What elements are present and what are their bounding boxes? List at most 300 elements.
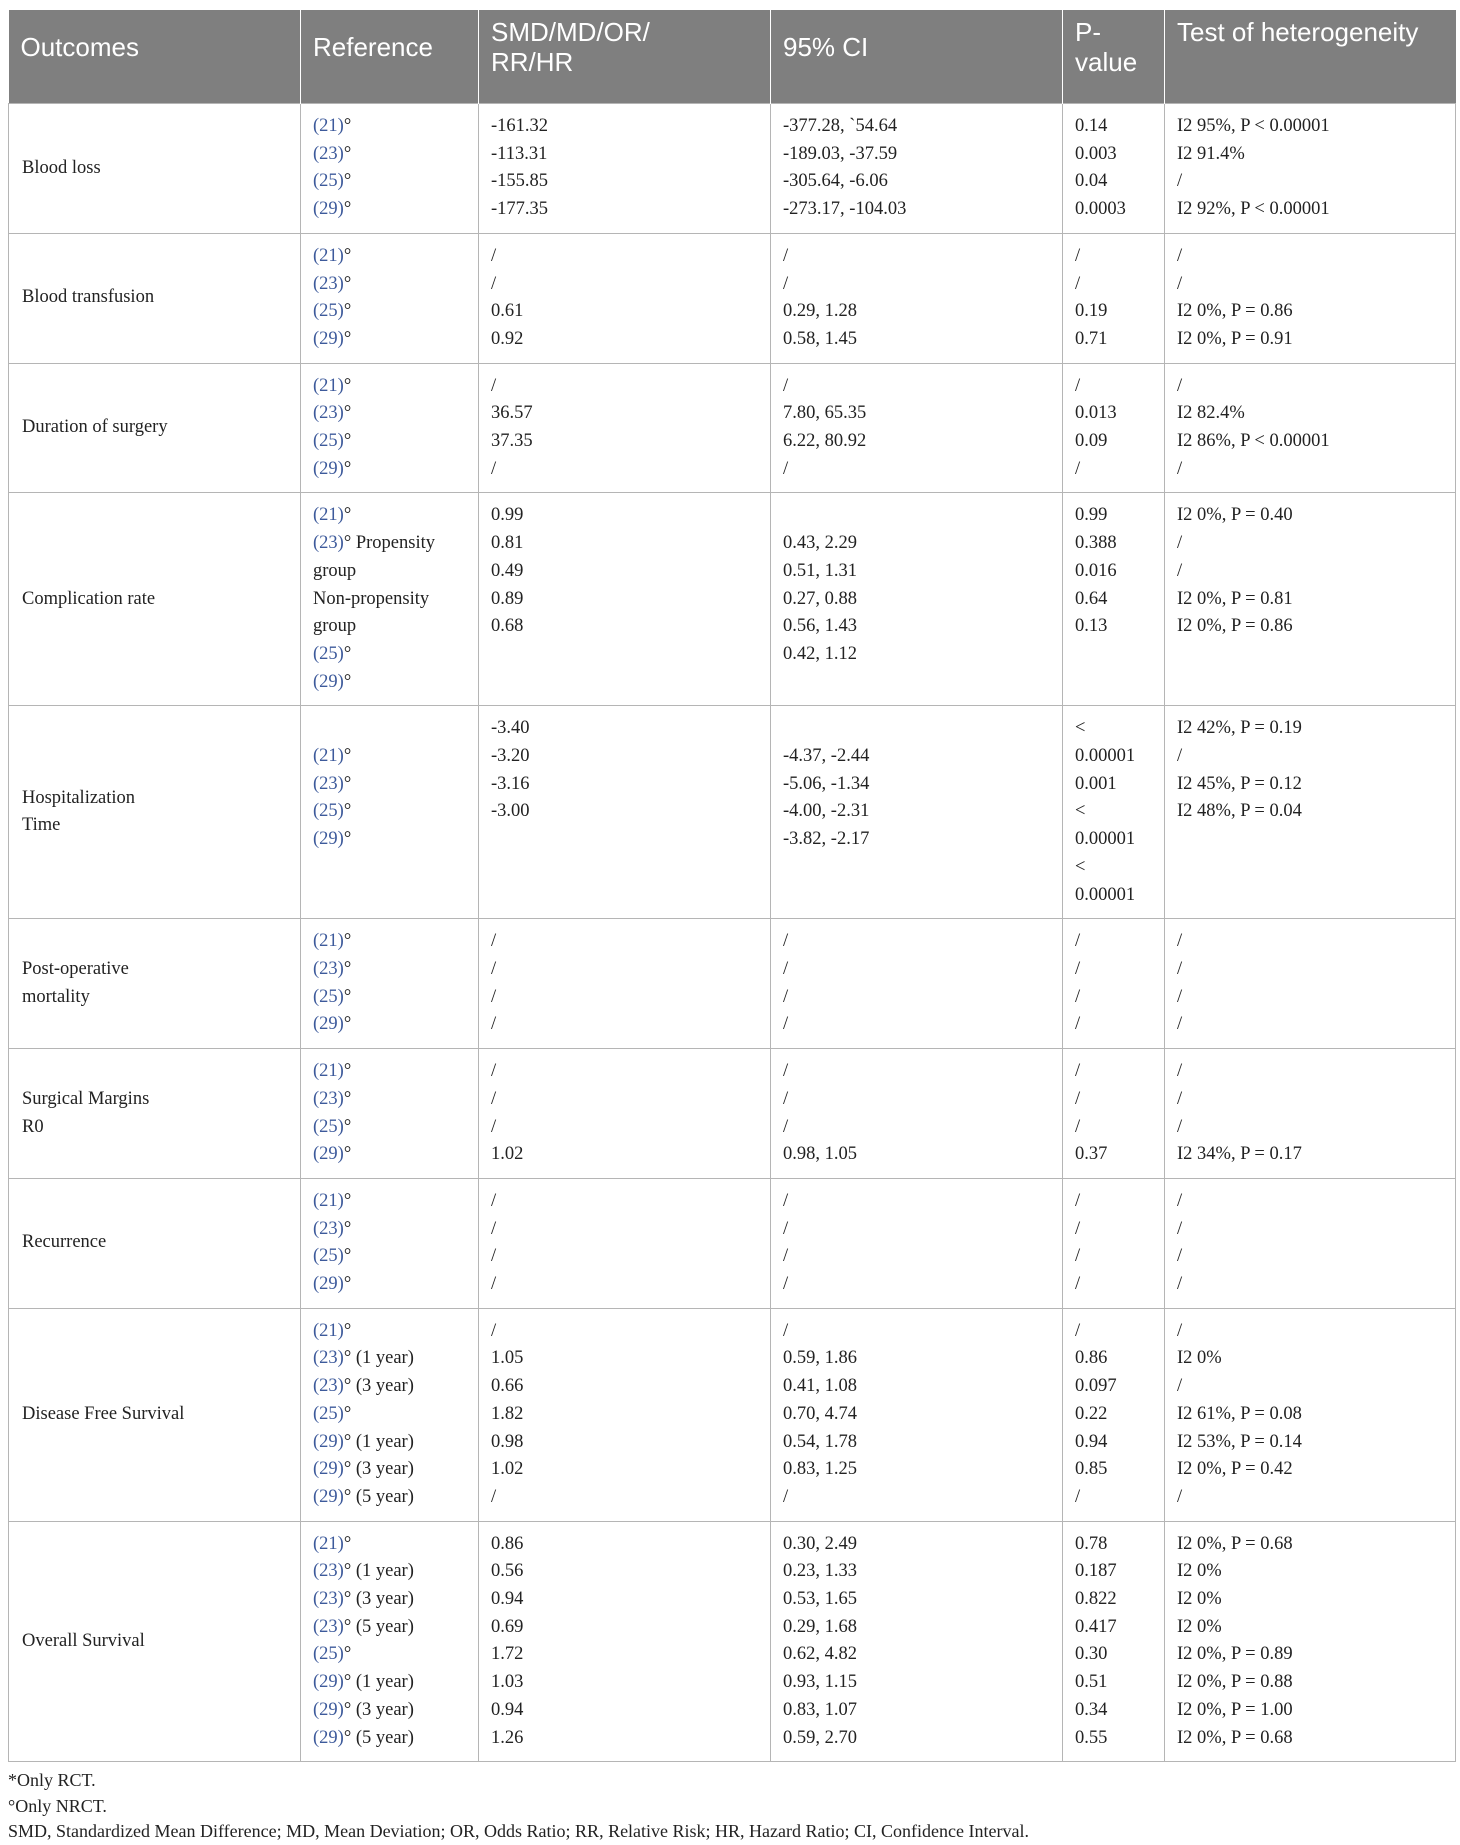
heterogeneity-value: / [1177, 1246, 1183, 1267]
pvalue-value: / [1075, 1061, 1081, 1082]
pvalue-value: 0.51 [1075, 1672, 1108, 1693]
ci-value: 0.30, 2.49 [783, 1533, 857, 1554]
ci-value: 0.54, 1.78 [783, 1431, 857, 1452]
heterogeneity-cell [1165, 363, 1456, 493]
pvalue-value: 0.34 [1075, 1699, 1108, 1720]
effect-value: / [491, 245, 497, 266]
heterogeneity-cell [1165, 1308, 1456, 1521]
reference-link[interactable]: (23) [313, 1561, 344, 1582]
heterogeneity-value: I2 53%, P = 0.14 [1177, 1431, 1302, 1452]
heterogeneity-value: / [1177, 1486, 1183, 1507]
reference-link[interactable]: (23) [313, 1088, 344, 1109]
outcome-label: Overall Survival [22, 1630, 145, 1651]
reference-link[interactable]: (25) [313, 643, 344, 664]
effect-value: / [491, 986, 497, 1007]
ci-value: / [783, 1246, 789, 1267]
reference-link[interactable]: (21) [313, 1061, 344, 1082]
reference-suffix: ° (3 year) [343, 1589, 414, 1610]
reference-suffix: ° Propensity [343, 533, 435, 554]
reference-suffix: ° [343, 458, 352, 479]
heterogeneity-value: / [1177, 1376, 1183, 1397]
heterogeneity-value: I2 0%, P = 0.40 [1177, 505, 1293, 526]
reference-suffix: ° (5 year) [343, 1616, 414, 1637]
reference-suffix: ° [343, 1190, 352, 1211]
reference-line [313, 168, 466, 196]
reference-line [313, 1271, 466, 1299]
reference-suffix: ° (5 year) [343, 1727, 414, 1748]
effect-value: -3.20 [491, 746, 530, 767]
pvalue-value: 0.22 [1075, 1403, 1108, 1424]
header-pvalue [1063, 10, 1165, 104]
pvalue-cell [1063, 1049, 1165, 1179]
ci-value: -5.06, -1.34 [783, 773, 870, 794]
heterogeneity-cell [1165, 493, 1456, 706]
pvalue-value: / [1075, 1486, 1081, 1507]
reference-link[interactable]: (21) [313, 1190, 344, 1211]
pvalue-cell [1063, 706, 1165, 919]
effect-cell [479, 1049, 771, 1179]
reference-line [313, 743, 466, 771]
results-table [8, 10, 1456, 1762]
reference-line [313, 1586, 466, 1614]
reference-line [313, 141, 466, 169]
effect-value: 0.89 [491, 588, 524, 609]
reference-link[interactable]: (29) [313, 1144, 344, 1165]
pvalue-value: / [1075, 1088, 1081, 1109]
reference-link[interactable]: (21) [313, 1320, 344, 1341]
ci-value: 0.29, 1.28 [783, 301, 857, 322]
heterogeneity-value: / [1177, 245, 1183, 266]
reference-line [313, 373, 466, 401]
effect-value: -3.00 [491, 801, 530, 822]
footnote-abbreviations: SMD, Standardized Mean Difference; MD, Mean Deviation; OR, Odds Ratio; RR, Relative Risk; HR, Hazard Ratio; CI, Confidence Interval. [8, 1821, 1029, 1841]
reference-suffix: ° (3 year) [343, 1699, 414, 1720]
reference-suffix: ° (1 year) [343, 1431, 414, 1452]
reference-line [313, 326, 466, 354]
outcome-cell [9, 1178, 301, 1308]
pvalue-value: / [1075, 375, 1081, 396]
reference-line [313, 984, 466, 1012]
table-row [9, 233, 1456, 363]
outcome-label: Duration of surgery [22, 417, 168, 438]
pvalue-value: 0.388 [1075, 533, 1117, 554]
ci-value: 0.62, 4.82 [783, 1644, 857, 1665]
effect-value: / [491, 1061, 497, 1082]
heterogeneity-value: / [1177, 931, 1183, 952]
table-row [9, 1049, 1456, 1179]
reference-link[interactable]: (29) [313, 199, 344, 220]
ci-value: / [783, 1190, 789, 1211]
ci-value: / [783, 986, 789, 1007]
pvalue-value: / [1075, 958, 1081, 979]
pvalue-value: / [1075, 1190, 1081, 1211]
ci-value: 0.27, 0.88 [783, 588, 857, 609]
pvalue-value: 0.013 [1075, 403, 1117, 424]
header-ci: 95% CI [771, 10, 1063, 104]
reference-line [313, 771, 466, 799]
ci-value: / [783, 245, 789, 266]
effect-value: 0.56 [491, 1561, 524, 1582]
reference-suffix: ° [343, 931, 352, 952]
heterogeneity-cell [1165, 1049, 1456, 1179]
heterogeneity-value: I2 0%, P = 1.00 [1177, 1699, 1293, 1720]
reference-link[interactable]: (21) [313, 116, 344, 136]
effect-value: -155.85 [491, 171, 549, 192]
pvalue-value: 0.00001 [1075, 884, 1136, 905]
header-outcomes: Outcomes [9, 10, 301, 104]
reference-link[interactable]: (21) [313, 931, 344, 952]
outcome-cell [9, 363, 301, 493]
effect-cell [479, 493, 771, 706]
reference-link[interactable]: (21) [313, 245, 344, 266]
reference-line [313, 1614, 466, 1642]
reference-suffix: Non-propensity [313, 588, 430, 609]
reference-cell [301, 1521, 479, 1762]
reference-link[interactable]: (29) [313, 1014, 344, 1035]
heterogeneity-cell [1165, 104, 1456, 234]
heterogeneity-value: / [1177, 533, 1183, 554]
ci-value: 0.83, 1.07 [783, 1699, 857, 1720]
reference-cell [301, 363, 479, 493]
heterogeneity-value: / [1177, 746, 1183, 767]
ci-value: -305.64, -6.06 [783, 171, 888, 192]
ci-value: / [783, 1274, 789, 1295]
reference-line [313, 641, 466, 669]
reference-suffix: ° [343, 1116, 352, 1137]
ci-cell [771, 919, 1063, 1049]
ci-value: 0.56, 1.43 [783, 616, 857, 637]
reference-suffix: ° [343, 643, 352, 664]
effect-cell [479, 363, 771, 493]
pvalue-value: 0.78 [1075, 1533, 1108, 1554]
reference-link[interactable]: (29) [313, 1672, 344, 1693]
ci-value: -4.00, -2.31 [783, 801, 870, 822]
ci-value [783, 715, 1050, 743]
effect-value: 0.81 [491, 533, 524, 554]
reference-line [313, 1345, 466, 1373]
reference-suffix: ° [343, 328, 352, 349]
reference-line [313, 113, 466, 141]
pvalue-value: / [1075, 1320, 1081, 1341]
reference-line [313, 798, 466, 826]
ci-value: / [783, 1320, 789, 1341]
reference-line [313, 1141, 466, 1169]
heterogeneity-value: / [1177, 560, 1183, 581]
heterogeneity-value: I2 0%, P = 0.86 [1177, 616, 1293, 637]
pvalue-value: / [1075, 1246, 1081, 1267]
reference-link[interactable]: (23) [313, 143, 344, 164]
pvalue-value: / [1075, 931, 1081, 952]
heterogeneity-value: I2 34%, P = 0.17 [1177, 1144, 1302, 1165]
outcome-label: Complication rate [22, 588, 156, 609]
heterogeneity-cell [1165, 706, 1456, 919]
reference-suffix: ° [343, 245, 352, 266]
reference-link[interactable]: (23) [313, 1376, 344, 1397]
reference-link[interactable]: (25) [313, 171, 344, 192]
reference-suffix: ° [343, 403, 352, 424]
pvalue-value: 0.097 [1075, 1376, 1117, 1397]
outcome-cell [9, 1521, 301, 1762]
pvalue-value: 0.00001 [1075, 829, 1136, 850]
outcome-cell [9, 493, 301, 706]
heterogeneity-value: I2 0%, P = 0.42 [1177, 1459, 1293, 1480]
heterogeneity-value: I2 0% [1177, 1616, 1222, 1637]
ci-value: / [783, 1218, 789, 1239]
reference-line [313, 243, 466, 271]
effect-value: -113.31 [491, 143, 548, 164]
effect-cell [479, 706, 771, 919]
reference-line [313, 271, 466, 299]
reference-link[interactable]: (25) [313, 1116, 344, 1137]
reference-link[interactable]: (29) [313, 1727, 344, 1748]
effect-value: 37.35 [491, 431, 533, 452]
pvalue-value: / [1075, 1116, 1081, 1137]
ci-value: -273.17, -104.03 [783, 199, 907, 220]
reference-link[interactable]: (29) [313, 829, 344, 850]
ci-value: / [783, 1014, 789, 1035]
ci-value: -189.03, -37.59 [783, 143, 898, 164]
heterogeneity-cell [1165, 1521, 1456, 1762]
heterogeneity-value: I2 0%, P = 0.68 [1177, 1533, 1293, 1554]
effect-value: 0.49 [491, 560, 524, 581]
reference-link[interactable]: (29) [313, 1431, 344, 1452]
pvalue-cell [1063, 1521, 1165, 1762]
heterogeneity-value: I2 48%, P = 0.04 [1177, 801, 1302, 822]
heterogeneity-value: I2 0% [1177, 1348, 1222, 1369]
reference-line [313, 428, 466, 456]
ci-value: / [783, 931, 789, 952]
effect-value: 0.98 [491, 1431, 524, 1452]
reference-link[interactable]: (21) [313, 505, 344, 526]
reference-line [313, 715, 466, 743]
reference-suffix: group [313, 560, 357, 581]
reference-line [313, 1318, 466, 1346]
effect-value: 0.68 [491, 616, 524, 637]
ci-cell [771, 1521, 1063, 1762]
reference-line [313, 1373, 466, 1401]
heterogeneity-value: I2 95%, P < 0.00001 [1177, 116, 1330, 136]
reference-line [313, 1697, 466, 1725]
reference-line [313, 613, 466, 641]
reference-link[interactable]: (29) [313, 1699, 344, 1720]
reference-cell [301, 493, 479, 706]
reference-link[interactable]: (29) [313, 671, 344, 692]
effect-value: / [491, 1218, 497, 1239]
table-row [9, 706, 1456, 919]
reference-link[interactable]: (21) [313, 1533, 344, 1554]
reference-cell [301, 1049, 479, 1179]
heterogeneity-value: / [1177, 1088, 1183, 1109]
effect-cell [479, 919, 771, 1049]
heterogeneity-value: / [1177, 1061, 1183, 1082]
ci-value: -377.28, `54.64 [783, 116, 898, 136]
reference-line [313, 1114, 466, 1142]
heterogeneity-value: I2 45%, P = 0.12 [1177, 773, 1302, 794]
reference-cell [301, 706, 479, 919]
pvalue-value: 0.003 [1075, 143, 1117, 164]
ci-cell [771, 1308, 1063, 1521]
reference-line [313, 669, 466, 697]
pvalue-value: 0.85 [1075, 1459, 1108, 1480]
ci-value: 0.59, 2.70 [783, 1727, 857, 1748]
reference-link[interactable]: (23) [313, 533, 344, 554]
ci-value [783, 502, 1050, 530]
reference-line [313, 1243, 466, 1271]
reference-link[interactable]: (29) [313, 1274, 344, 1295]
pvalue-value: 0.14 [1075, 116, 1108, 136]
reference-suffix: ° [343, 1644, 352, 1665]
reference-line [313, 826, 466, 854]
effect-value: -3.16 [491, 773, 530, 794]
reference-suffix: ° [343, 773, 352, 794]
header-effect-size [479, 10, 771, 104]
ci-cell [771, 1178, 1063, 1308]
reference-suffix: ° (1 year) [343, 1561, 414, 1582]
effect-cell [479, 1178, 771, 1308]
reference-line [313, 196, 466, 224]
effect-value: 0.69 [491, 1616, 524, 1637]
pvalue-value: 0.99 [1075, 505, 1108, 526]
heterogeneity-value: / [1177, 1190, 1183, 1211]
pvalue-value: 0.19 [1075, 301, 1108, 322]
heterogeneity-value: I2 42%, P = 0.19 [1177, 718, 1302, 739]
reference-link[interactable]: (25) [313, 1403, 344, 1424]
pvalue-cell [1063, 919, 1165, 1049]
reference-line [313, 1531, 466, 1559]
reference-link[interactable]: (25) [313, 986, 344, 1007]
header-pvalue-line2: value [1075, 47, 1138, 77]
outcome-label: mortality [22, 986, 90, 1007]
reference-link[interactable]: (29) [313, 1486, 344, 1507]
ci-value: 0.53, 1.65 [783, 1589, 857, 1610]
reference-suffix: ° [343, 958, 352, 979]
reference-suffix: ° [343, 801, 352, 822]
effect-value: / [491, 931, 497, 952]
reference-link[interactable]: (25) [313, 1246, 344, 1267]
header-pvalue-line1: P- [1075, 17, 1101, 47]
reference-suffix: ° [343, 746, 352, 767]
reference-link[interactable]: (25) [313, 301, 344, 322]
effect-cell [479, 1308, 771, 1521]
reference-suffix: ° [343, 171, 352, 192]
outcome-label: Disease Free Survival [22, 1403, 185, 1424]
effect-value: 1.72 [491, 1644, 524, 1665]
reference-link[interactable]: (21) [313, 375, 344, 396]
pvalue-value: 0.37 [1075, 1144, 1108, 1165]
effect-value: 1.26 [491, 1727, 524, 1748]
effect-value: -3.40 [491, 718, 530, 739]
reference-suffix: ° [343, 986, 352, 1007]
reference-link[interactable]: (23) [313, 273, 344, 294]
reference-link[interactable]: (25) [313, 431, 344, 452]
outcome-cell [9, 919, 301, 1049]
ci-value: 0.59, 1.86 [783, 1348, 857, 1369]
reference-link[interactable]: (23) [313, 773, 344, 794]
effect-value: -161.32 [491, 116, 549, 136]
ci-value: -4.37, -2.44 [783, 746, 870, 767]
reference-suffix: ° [343, 143, 352, 164]
heterogeneity-value: / [1177, 1014, 1183, 1035]
pvalue-value: 0.71 [1075, 328, 1108, 349]
reference-link[interactable]: (25) [313, 801, 344, 822]
reference-link[interactable]: (23) [313, 1348, 344, 1369]
pvalue-value: 0.187 [1075, 1561, 1117, 1582]
ci-value: 0.42, 1.12 [783, 643, 857, 664]
heterogeneity-value: I2 82.4% [1177, 403, 1245, 424]
effect-value: / [491, 1320, 497, 1341]
reference-link[interactable]: (23) [313, 1589, 344, 1610]
outcome-cell [9, 104, 301, 234]
ci-value: 6.22, 80.92 [783, 431, 867, 452]
pvalue-value: 0.417 [1075, 1616, 1117, 1637]
reference-line [313, 456, 466, 484]
reference-link[interactable]: (29) [313, 328, 344, 349]
reference-link[interactable]: (23) [313, 958, 344, 979]
pvalue-value: / [1075, 245, 1081, 266]
ci-value: 0.29, 1.68 [783, 1616, 857, 1637]
outcome-cell [9, 706, 301, 919]
reference-link[interactable]: (29) [313, 458, 344, 479]
reference-link[interactable]: (25) [313, 1644, 344, 1665]
heterogeneity-value: I2 0%, P = 0.89 [1177, 1644, 1293, 1665]
table-row [9, 919, 1456, 1049]
ci-value: 0.23, 1.33 [783, 1561, 857, 1582]
effect-value: 0.86 [491, 1533, 524, 1554]
heterogeneity-value: I2 0%, P = 0.86 [1177, 301, 1293, 322]
pvalue-cell [1063, 104, 1165, 234]
ci-cell [771, 233, 1063, 363]
reference-suffix: ° (3 year) [343, 1376, 414, 1397]
heterogeneity-value: I2 91.4% [1177, 143, 1245, 164]
ci-value: 0.93, 1.15 [783, 1672, 857, 1693]
reference-line [313, 1058, 466, 1086]
effect-value: / [491, 1246, 497, 1267]
reference-link[interactable]: (29) [313, 1459, 344, 1480]
header-row [9, 10, 1456, 104]
reference-link[interactable]: (23) [313, 403, 344, 424]
ci-cell [771, 706, 1063, 919]
effect-value: / [491, 273, 497, 294]
heterogeneity-value: / [1177, 458, 1183, 479]
effect-value: / [491, 458, 497, 479]
table-row [9, 1308, 1456, 1521]
reference-suffix: ° [343, 1061, 352, 1082]
heterogeneity-value: I2 0%, P = 0.81 [1177, 588, 1293, 609]
outcome-label: Recurrence [22, 1232, 107, 1253]
reference-suffix: ° [343, 505, 352, 526]
reference-cell [301, 233, 479, 363]
reference-link[interactable]: (23) [313, 1616, 344, 1637]
pvalue-cell [1063, 1308, 1165, 1521]
reference-line [313, 1456, 466, 1484]
heterogeneity-value: I2 86%, P < 0.00001 [1177, 431, 1330, 452]
effect-cell [479, 1521, 771, 1762]
reference-cell [301, 1308, 479, 1521]
reference-suffix: ° [343, 375, 352, 396]
reference-suffix: ° [343, 116, 352, 136]
pvalue-value: 0.001 [1075, 773, 1117, 794]
reference-line [313, 298, 466, 326]
effect-value: / [491, 1088, 497, 1109]
reference-link[interactable]: (21) [313, 746, 344, 767]
reference-suffix: ° [343, 1088, 352, 1109]
ci-cell [771, 104, 1063, 234]
reference-link[interactable]: (23) [313, 1218, 344, 1239]
ci-value: / [783, 1061, 789, 1082]
outcome-label: Blood transfusion [22, 287, 155, 308]
pvalue-value: / [1075, 273, 1081, 294]
pvalue-value: / [1075, 986, 1081, 1007]
